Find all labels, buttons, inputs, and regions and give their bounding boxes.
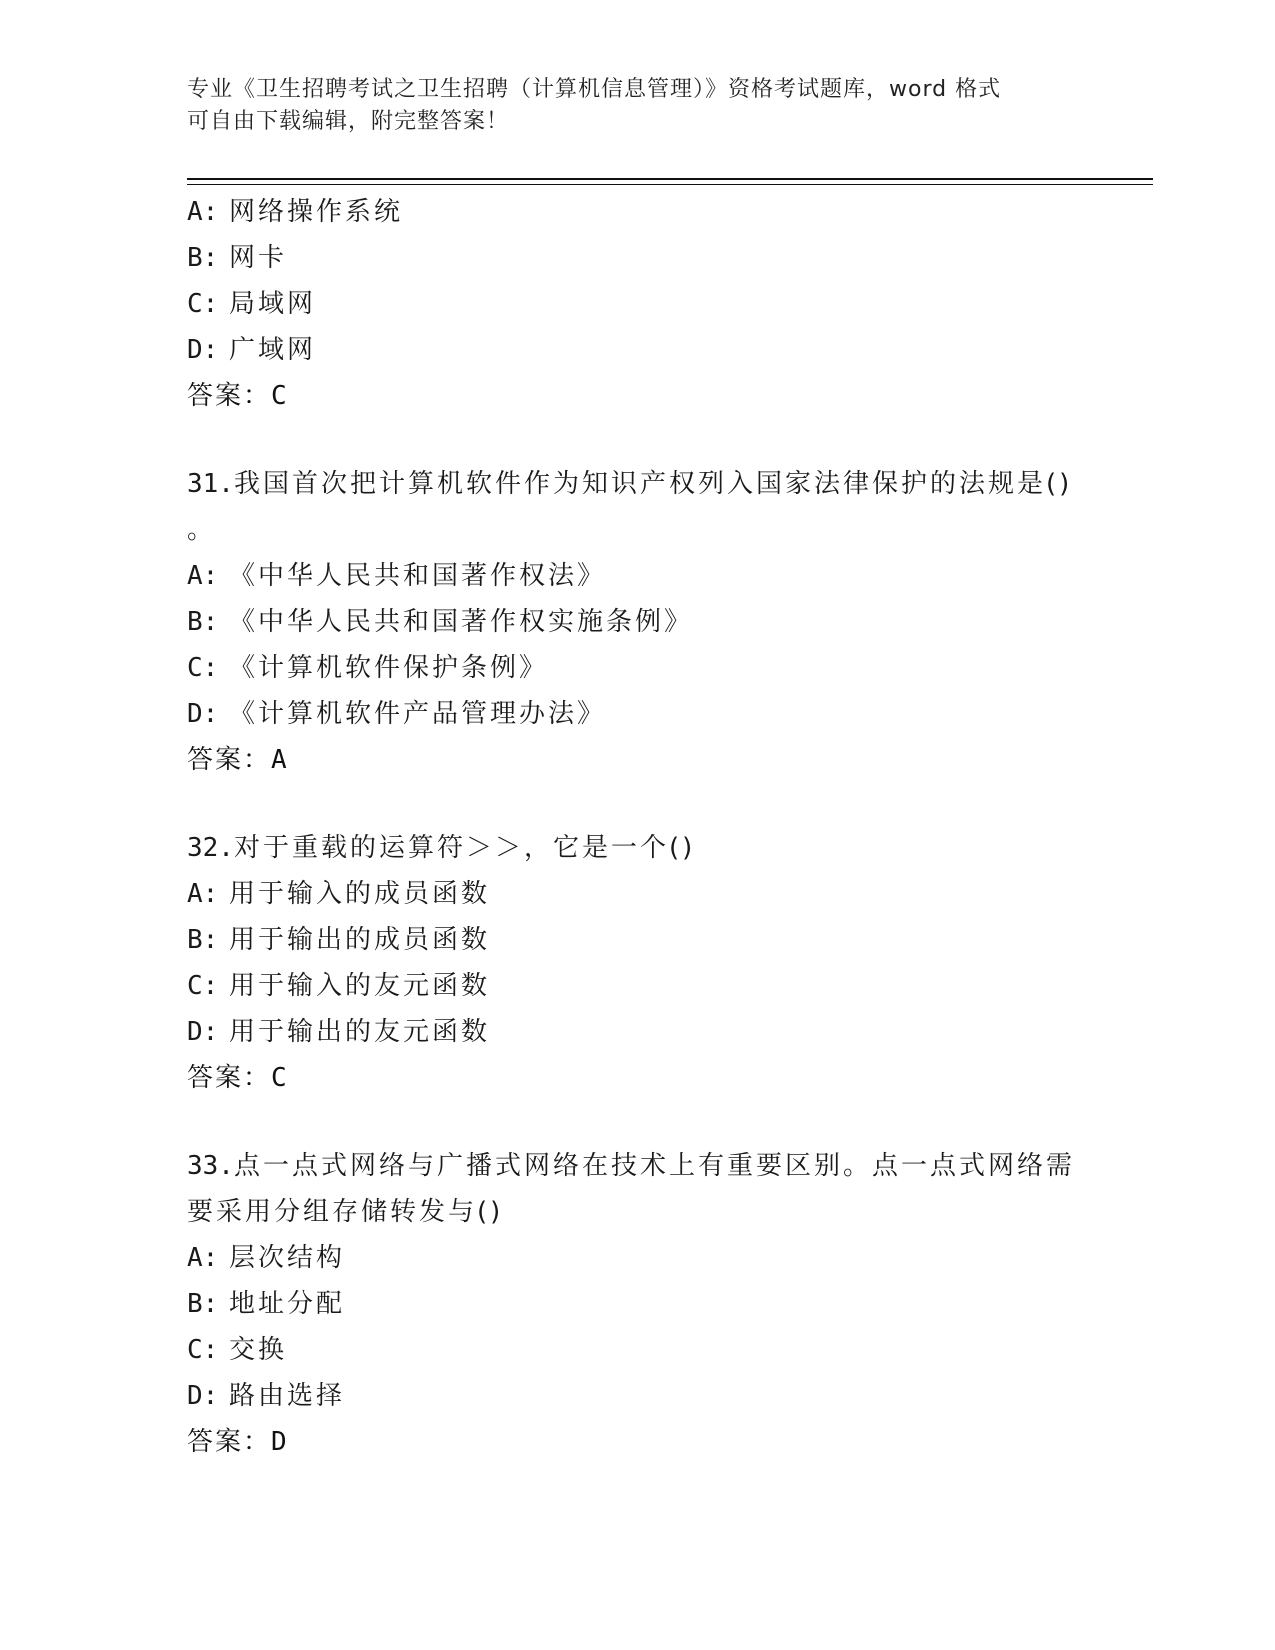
option-b <box>187 599 1087 645</box>
option-text: 网卡 <box>229 243 288 273</box>
option-letter: A: <box>187 197 219 227</box>
stem-text: 我国首次把计算机软件作为知识产权列入国家法律保护的法规是() <box>233 469 1073 499</box>
option-d <box>187 1009 1087 1055</box>
option-d <box>187 691 1087 737</box>
header-line-1: 专业《卫生招聘考试之卫生招聘（计算机信息管理）》资格考试题库，word 格式 <box>187 77 1002 102</box>
stem-text: 点一点式网络与广播式网络在技术上有重要区别。点一点式网络需 <box>233 1151 1075 1181</box>
question-stem <box>187 1143 1087 1189</box>
option-letter: C: <box>187 653 219 683</box>
option-text: 地址分配 <box>229 1289 346 1319</box>
option-a <box>187 553 1087 599</box>
option-letter: A: <box>187 561 219 591</box>
option-b <box>187 1281 1087 1327</box>
option-c <box>187 281 1087 327</box>
option-letter: D: <box>187 1381 219 1411</box>
option-text: 局域网 <box>229 289 317 319</box>
question-stem-continued: 。 <box>187 515 217 545</box>
option-letter: A: <box>187 879 219 909</box>
option-a <box>187 871 1087 917</box>
answer-value: C <box>271 1063 287 1093</box>
answer-line <box>187 737 1087 783</box>
option-letter: D: <box>187 1017 219 1047</box>
option-letter: D: <box>187 335 219 365</box>
option-text: 广域网 <box>229 335 317 365</box>
answer-label: 答案： <box>187 1427 272 1457</box>
option-c <box>187 645 1087 691</box>
option-letter: C: <box>187 971 219 1001</box>
spacer <box>187 1101 1087 1143</box>
answer-value: D <box>271 1427 287 1457</box>
option-c <box>187 1327 1087 1373</box>
answer-label: 答案： <box>187 1063 272 1093</box>
question-32 <box>187 825 1087 1101</box>
option-text: 用于输出的成员函数 <box>229 925 491 955</box>
option-text: 路由选择 <box>229 1381 346 1411</box>
header-divider-thick <box>187 178 1153 180</box>
question-stem <box>187 461 1087 507</box>
question-number: 33. <box>187 1151 234 1181</box>
option-d <box>187 1373 1087 1419</box>
option-text: 用于输出的友元函数 <box>229 1017 491 1047</box>
option-letter: D: <box>187 699 219 729</box>
question-33 <box>187 1143 1087 1465</box>
option-d <box>187 327 1087 373</box>
option-letter: A: <box>187 1243 219 1273</box>
answer-line <box>187 1055 1087 1101</box>
answer-line <box>187 1419 1087 1465</box>
question-number: 31. <box>187 469 234 499</box>
spacer <box>187 783 1087 825</box>
option-text: 用于输入的友元函数 <box>229 971 491 1001</box>
header-line-2: 可自由下载编辑，附完整答案！ <box>187 109 510 134</box>
option-a <box>187 189 1087 235</box>
question-stem <box>187 825 1087 871</box>
answer-value: A <box>271 745 287 775</box>
question-30 <box>187 189 1087 419</box>
option-letter: B: <box>187 925 219 955</box>
option-text: 层次结构 <box>229 1243 346 1273</box>
option-text: 网络操作系统 <box>229 197 404 227</box>
option-letter: C: <box>187 1335 219 1365</box>
document-header <box>187 74 1087 138</box>
option-b <box>187 917 1087 963</box>
option-c <box>187 963 1087 1009</box>
spacer <box>187 419 1087 461</box>
option-text: 《中华人民共和国著作权实施条例》 <box>229 607 694 637</box>
answer-value: C <box>271 381 287 411</box>
option-a <box>187 1235 1087 1281</box>
answer-label: 答案： <box>187 381 272 411</box>
option-text: 交换 <box>229 1335 288 1365</box>
option-letter: B: <box>187 1289 219 1319</box>
option-text: 《计算机软件保护条例》 <box>229 653 549 683</box>
option-letter: B: <box>187 243 219 273</box>
answer-label: 答案： <box>187 745 272 775</box>
question-31 <box>187 461 1087 783</box>
stem-text: 对于重载的运算符＞＞，它是一个() <box>233 833 696 863</box>
option-text: 用于输入的成员函数 <box>229 879 491 909</box>
header-divider-thin <box>187 184 1153 185</box>
question-number: 32. <box>187 833 234 863</box>
option-letter: C: <box>187 289 219 319</box>
option-text: 《计算机软件产品管理办法》 <box>229 699 607 729</box>
option-letter: B: <box>187 607 219 637</box>
answer-line <box>187 373 1087 419</box>
option-text: 《中华人民共和国著作权法》 <box>229 561 607 591</box>
question-list <box>187 189 1087 1465</box>
question-stem-continued: 要采用分组存储转发与() <box>187 1197 504 1227</box>
option-b <box>187 235 1087 281</box>
